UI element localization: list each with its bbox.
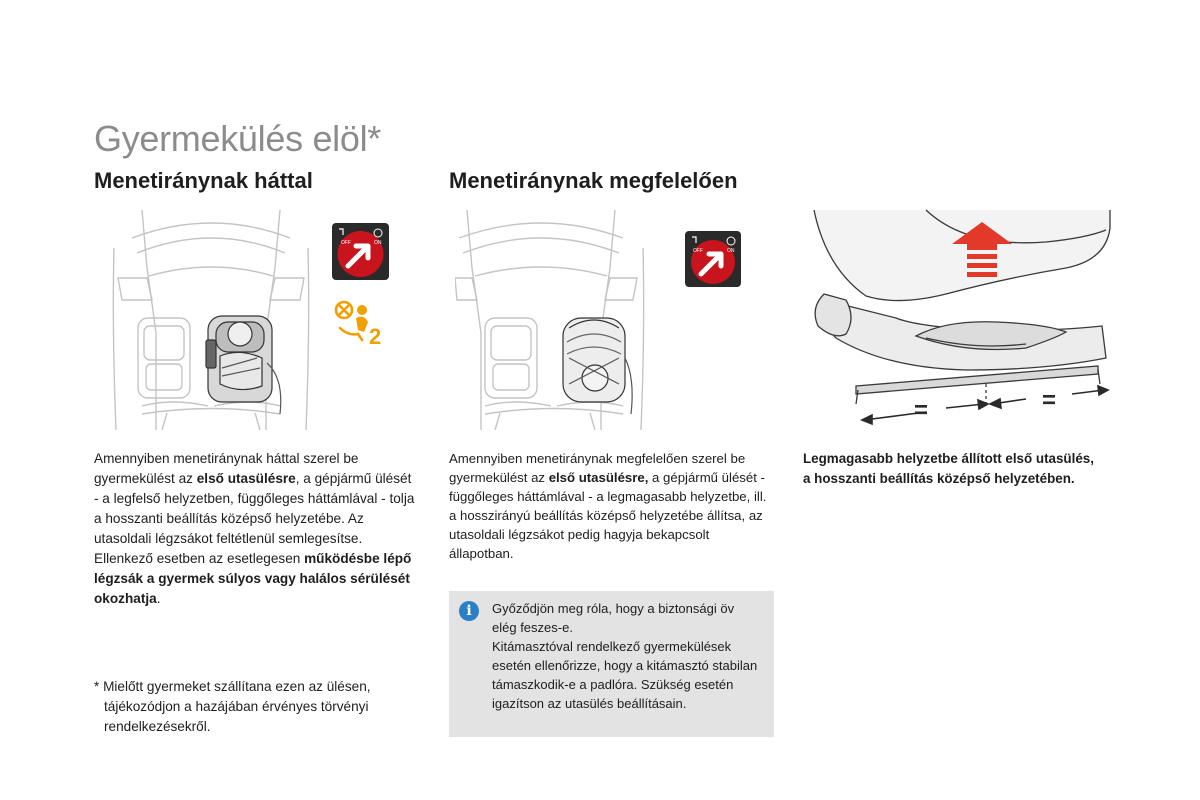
forward-facing-text-part-2: a gépjármű ülését - függőleges háttámlával - a legmagasabb helyzetbe, ill. a hosszirányú beállítás középső helyzetébe állítsa, az utasoldali légzsákot pedig hagyja bekapcsolt állapotban. [449,470,767,561]
airbag-deactivated-indicator-icon [334,300,388,346]
rear-facing-text-part-2: , a gépjármű ülését - a legfelső helyzetben, függőleges háttámlával - tolja a hosszanti beállítás középső helyzetébe. Az utasoldali légzsákot feltétlenül semlegesítse. Ellenkező esetben az esetlegesen [94,471,415,566]
page-title: Gyermekülés elöl* [94,118,382,159]
airbag-off-warning-label [332,223,389,280]
info-line-support-leg: Kitámasztóval rendelkező gyermekülések esetén ellenőrizze, hogy a kitámasztó stabilan támaszkodik-e a padlóra. Szükség esetén igazítson az utasülés beállításain. [492,639,758,711]
forward-facing-text-emphasis: első utasülésre, [548,470,649,485]
forward-facing-instructions [449,449,771,563]
equal-sign-left: = [914,397,929,424]
info-icon: i [459,601,479,621]
footnote-line-1: * Mielőtt gyermeket szállítana ezen az ülésen, [94,679,371,694]
forward-facing-heading: Menetiránynak megfelelően [449,168,738,193]
seat-position-caption: Legmagasabb helyzetbe állított első utasülés, a hosszanti beállítás középső helyzetében. [803,451,1094,486]
rear-facing-car-illustration [112,208,312,430]
airbag-off-text: OFF [341,240,351,246]
forward-facing-car-illustration [455,208,655,430]
rear-facing-heading: Menetiránynak háttal [94,168,313,193]
equal-sign-right: = [1042,387,1057,414]
rear-facing-instructions [94,449,416,609]
forward-facing-text-part-1: Amennyiben menetiránynak megfelelően szerel be gyermekülést az [449,451,746,485]
rear-facing-text-emphasis-1: első utasülésre [196,471,296,486]
rear-facing-text-warning: működésbe lépő légzsák a gyermek súlyos vagy halálos sérülését okozhatja [94,551,412,606]
airbag-on-text-2: ON [727,248,735,254]
info-box [449,591,774,737]
airbag-indicator-number: 2 [369,324,382,346]
airbag-on-warning-label [685,231,741,287]
airbag-off-text-2: OFF [693,248,703,254]
airbag-on-text: ON [374,240,382,246]
footnote-line-2: tájékozódjon a hazájában érvényes törvényi rendelkezésekről. [104,699,369,734]
info-line-seatbelt: Győződjön meg róla, hogy a biztonsági öv elég feszes-e. [492,601,735,635]
rear-facing-text-part-3: . [156,591,161,606]
footnote [94,677,424,737]
info-box-text [492,599,762,713]
rear-facing-text-part-1: Amennyiben menetiránynak háttal szerel be gyermekülést az [94,451,359,486]
seat-position-illustration [806,208,1116,432]
